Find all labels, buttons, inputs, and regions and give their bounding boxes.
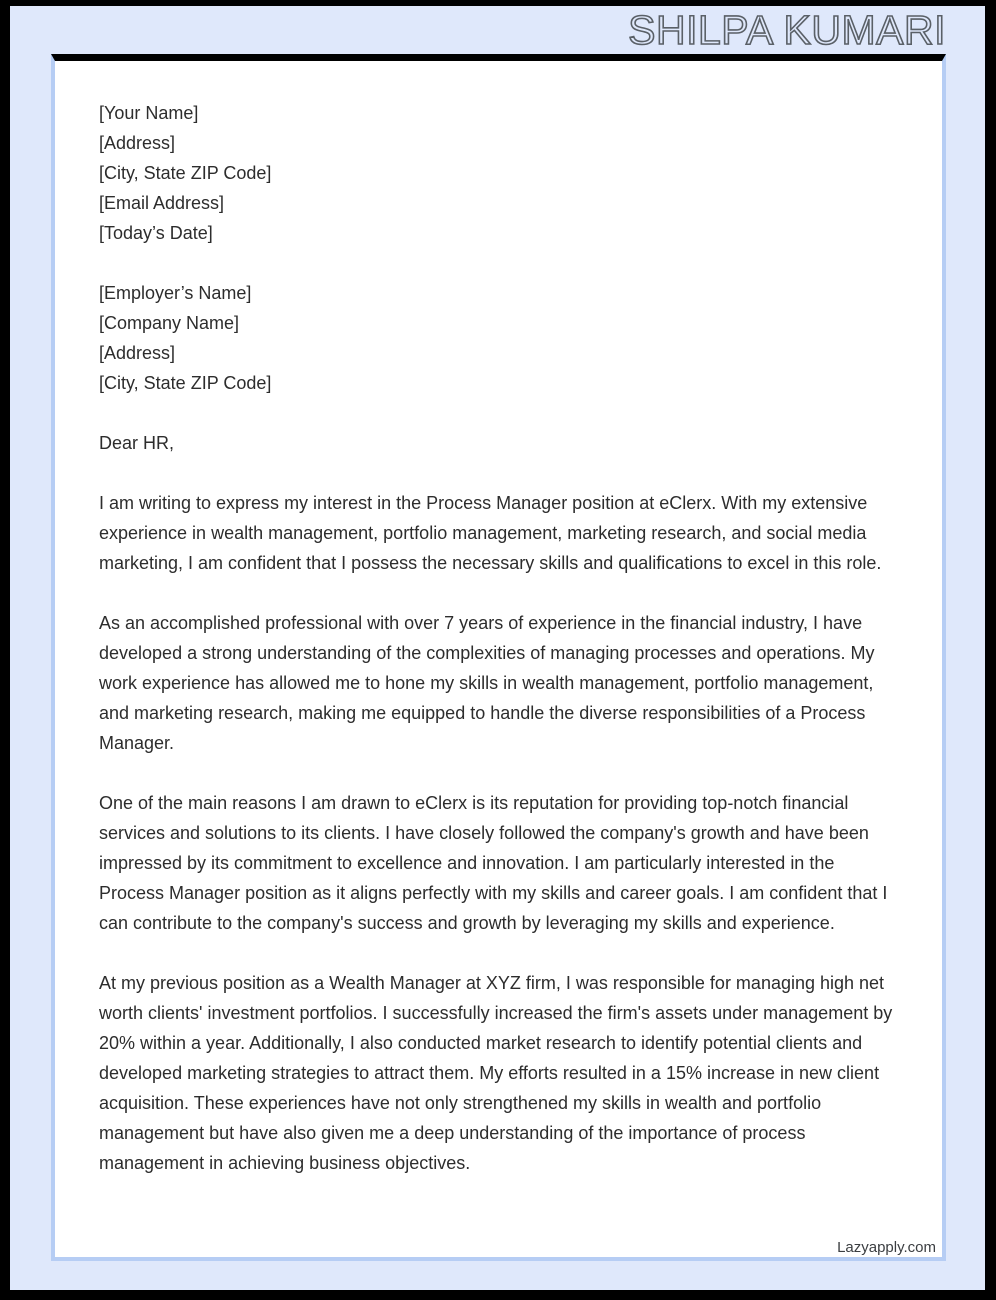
sender-line: [City, State ZIP Code] (99, 163, 272, 183)
letter-paragraphs (99, 488, 898, 1178)
sender-line: [Email Address] (99, 193, 225, 213)
paragraph: As an accomplished professional with over 7 years of experience in the financial industry, I have developed a strong understanding of the complexities of managing processes and operations. My work experience has allowed me to hone my skills in wealth management, portfolio management, and marketing research, making me equipped to handle the diverse responsibilities of a Process Manager. (99, 613, 875, 753)
recipient-address-block (99, 278, 898, 398)
sender-line: [Your Name] (99, 103, 199, 123)
recipient-line: [City, State ZIP Code] (99, 373, 272, 393)
recipient-line: [Employer’s Name] (99, 283, 252, 303)
paragraph: One of the main reasons I am drawn to eClerx is its reputation for providing top-notch financial services and solutions to its clients. I have closely followed the company's growth and have been impressed by its commitment to excellence and innovation. I am particularly interested in the Process Manager position as it aligns perfectly with my skills and career goals. I am confident that I can contribute to the company's success and growth by leveraging my skills and experience. (99, 793, 888, 933)
sender-line: [Today’s Date] (99, 223, 213, 243)
letter-page (51, 54, 946, 1261)
candidate-name-header: SHILPA KUMARI (628, 7, 946, 53)
paragraph: I am writing to express my interest in the Process Manager position at eClerx. With my extensive experience in wealth management, portfolio management, marketing research, and social media marketing, I am confident that I possess the necessary skills and qualifications to excel in this role. (99, 493, 882, 573)
recipient-line: [Company Name] (99, 313, 240, 333)
salutation: Dear HR, (99, 433, 175, 453)
sender-line: [Address] (99, 133, 176, 153)
watermark: Lazyapply.com (833, 1240, 936, 1256)
letter-body (55, 61, 942, 1178)
paragraph: At my previous position as a Wealth Manager at XYZ firm, I was responsible for managing high net worth clients' investment portfolios. I successfully increased the firm's assets under management by 20% within a year. Additionally, I also conducted market research to identify potential clients and developed marketing strategies to attract them. My efforts resulted in a 15% increase in new client acquisition. These experiences have not only strengthened my skills in wealth and portfolio management but have also given me a deep understanding of the importance of process management in achieving business objectives. (99, 973, 893, 1173)
recipient-line: [Address] (99, 343, 176, 363)
sender-address-block (99, 98, 898, 248)
